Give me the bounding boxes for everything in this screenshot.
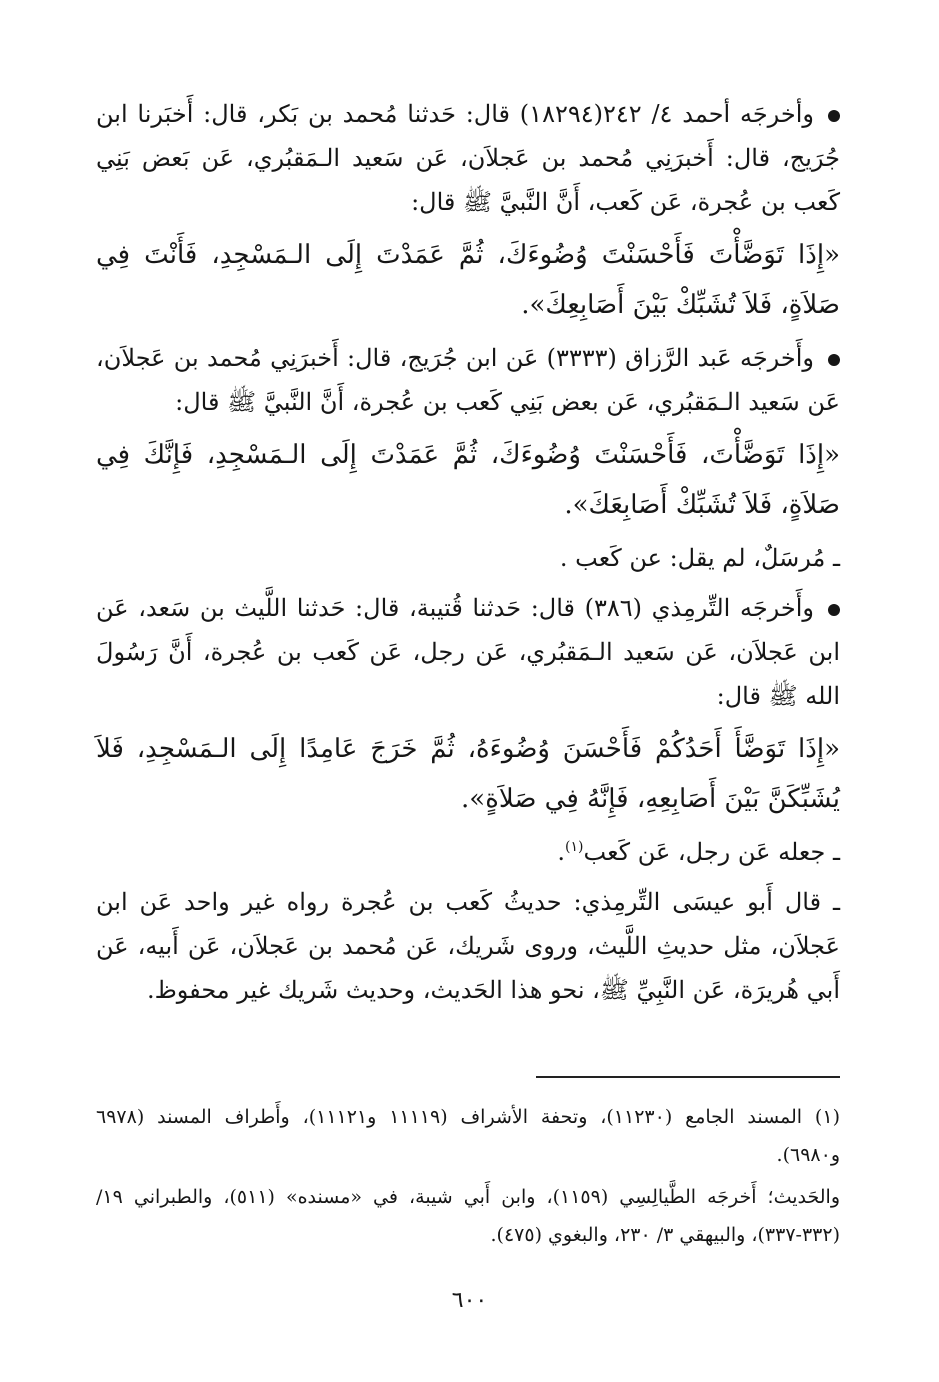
note-text: ـ جعله عَن رجل، عَن كَعب — [583, 838, 840, 866]
note-rajul — [96, 830, 840, 874]
note-tirmidhi-comment — [96, 880, 840, 1012]
bullet-icon — [828, 110, 840, 122]
hadith-quote — [96, 724, 840, 824]
hadith-quote — [96, 230, 840, 330]
paragraph-text: وأخرجَه أحمد ٤/ ٢٤٢(١٨٢٩٤) قال: حَدثنا مُحمد بن بَكر، قال: أَخبَرنا ابن جُرَيج، قال: أَخبرَنِي مُحمد بن عَجلاَن، عَن سَعيد الـمَقبُري، عَن بَعض بَنِي كَعب بن عُجرة، عَن كَعب، أَنَّ النَّبيَّ ﷺ قال: — [96, 100, 840, 216]
quote-text: «إِذَا تَوَضَّأْتَ فَأَحْسَنْتَ وُضُوءَكَ، ثُمَّ عَمَدْتَ إِلَى الـمَسْجِدِ، فَأَنْتَ فِي صَلاَةٍ، فَلاَ تُشَبِّكْ بَيْنَ أَصَابِعِكَ». — [96, 240, 840, 320]
page-number: ٦٠٠ — [451, 1288, 488, 1313]
paragraph-text: وأَخرجَه التِّرمِذي (٣٨٦) قال: حَدثنا قُتيبة، قال: حَدثنا اللَّيث بن سَعد، عَن ابن عَجلاَن، عَن سَعيد الـمَقبُري، عَن رجل، عَن كَعب بن عُجرة، أَنَّ رَسُولَ الله ﷺ قال: — [96, 594, 840, 710]
paragraph-abdurrazzaq — [96, 336, 840, 424]
paragraph-text: وأَخرجَه عَبد الرَّزاق (٣٣٣٣) عَن ابن جُرَيج، قال: أَخبرَنِي مُحمد بن عَجلاَن، عَن سَعيد الـمَقبُري، عَن بعض بَنِي كَعب بن عُجرة، أَنَّ النَّبيَّ ﷺ قال: — [96, 344, 840, 416]
note-tail: . — [557, 838, 566, 866]
quote-text: «إِذَا تَوَضَّأْتَ، فَأَحْسَنْتَ وُضُوءَكَ، ثُمَّ عَمَدْتَ إِلَى الـمَسْجِدِ، فَإِنَّكَ فِي صَلاَةٍ، فَلاَ تُشَبِّكْ أَصَابِعَكَ». — [96, 440, 840, 520]
note-text: ـ قال أَبو عيسَى التِّرمِذي: حديثُ كَعب بن عُجرة رواه غير واحد عَن ابن عَجلاَن، مثل حديثِ اللَّيث، وروى شَريك، عَن مُحمد بن عَجلاَن، عَن أَبيه، عَن أَبي هُريرَة، عَن النَّبِيِّ ﷺ، نحو هذا الحَديث، وحديث شَريك غير محفوظ. — [96, 888, 841, 1004]
bullet-icon — [828, 354, 840, 366]
note-mursal — [96, 536, 840, 580]
bullet-icon — [828, 604, 840, 616]
hadith-quote — [96, 430, 840, 530]
note-text: ـ مُرسَلٌ، لم يقل: عن كَعب . — [559, 544, 840, 572]
paragraph-ahmad — [96, 92, 840, 224]
main-text — [96, 92, 840, 1018]
footnote-reference[interactable]: (١) — [565, 839, 584, 855]
footnote-divider — [536, 1076, 840, 1078]
footnote-1: (١) المسند الجامع (١١٢٣٠)، وتحفة الأشراف (١١١١٩ و١١١٢١)، وأَطراف المسند (٦٩٧٨ و٦٩٨٠). — [96, 1106, 840, 1166]
quote-text: «إِذَا تَوَضَّأَ أَحَدُكُمْ فَأَحْسَنَ وُضُوءَهُ، ثُمَّ خَرَجَ عَامِدًا إِلَى الـمَسْجِدِ، فَلاَ يُشَبِّكَنَّ بَيْنَ أَصَابِعِهِ، فَإِنَّهُ فِي صَلاَةٍ». — [96, 734, 840, 814]
footnotes — [96, 1098, 840, 1258]
paragraph-tirmidhi — [96, 586, 840, 718]
footnote-continuation: والحَديث؛ أَخرجَه الطَّيالِسِي (١١٥٩)، وابن أَبي شيبة، في «مسنده» (٥١١)، والطبراني ١٩/ (٣٣٢-٣٣٧)، والبيهقي ٣/ ٢٣٠، والبغوي (٤٧٥). — [96, 1186, 841, 1246]
